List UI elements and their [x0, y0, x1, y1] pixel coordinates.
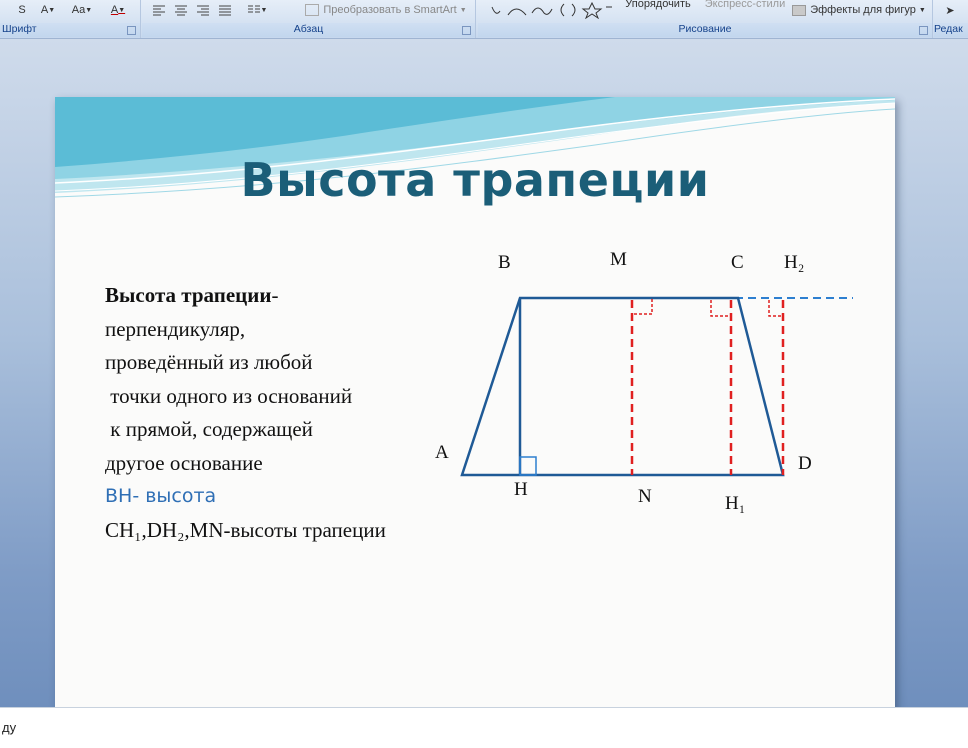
- bh-height-line: BH- высота: [105, 485, 217, 507]
- quick-styles-button[interactable]: Экспресс-стили: [704, 0, 786, 10]
- chevron-down-icon: ▼: [85, 6, 93, 14]
- slide-workspace[interactable]: [0, 39, 968, 707]
- label-c: C: [731, 252, 744, 273]
- slide-title[interactable]: Высота трапеции: [240, 153, 710, 207]
- align-left-icon: [152, 4, 166, 16]
- columns-icon: [247, 4, 261, 16]
- label-h: H: [514, 479, 528, 500]
- ribbon-group-paragraph: [142, 0, 476, 38]
- chevron-down-icon: ▼: [260, 6, 268, 14]
- label-h1: H₁: [725, 493, 746, 514]
- align-center-icon: [174, 4, 188, 16]
- shape-effects-button[interactable]: Эффекты для фигур ▼: [790, 0, 928, 20]
- chevron-down-icon: ▼: [918, 6, 926, 14]
- shadow-button[interactable]: S: [18, 4, 26, 16]
- label-d: D: [798, 453, 812, 474]
- font-color-button[interactable]: A ▼: [110, 4, 126, 16]
- justify-button[interactable]: [216, 0, 234, 20]
- label-h2: H₂: [784, 252, 805, 273]
- convert-smartart-button[interactable]: Преобразовать в SmartArt ▼: [298, 0, 474, 20]
- ribbon-group-drawing: [478, 0, 933, 38]
- right-angle-mark-m: [634, 298, 652, 314]
- definition-line: перпендикуляр,: [105, 316, 246, 341]
- shapes-gallery-icon: [484, 1, 612, 19]
- definition-line: проведённый из любой: [105, 350, 313, 374]
- label-a: A: [435, 442, 449, 463]
- definition-term: Высота трапеции: [105, 283, 272, 307]
- group-label-editing: Редак: [934, 23, 968, 37]
- justify-icon: [218, 4, 232, 16]
- align-right-icon: [196, 4, 210, 16]
- ribbon-group-font: [0, 0, 141, 38]
- char-spacing-button[interactable]: A ▼: [40, 4, 56, 16]
- change-case-button[interactable]: Aa ▼: [71, 4, 93, 16]
- definition-dash: -: [271, 283, 279, 307]
- definition-line: точки одного из оснований: [105, 383, 353, 408]
- slide[interactable]: [55, 97, 895, 729]
- ribbon-group-editing: [934, 0, 968, 38]
- columns-button[interactable]: [242, 0, 272, 20]
- drawing-dialog-launcher-icon[interactable]: [919, 26, 928, 35]
- shapes-gallery[interactable]: [482, 0, 614, 20]
- trapezoid-abcd: [462, 298, 783, 475]
- paragraph-dialog-launcher-icon[interactable]: [462, 26, 471, 35]
- definition-text-box[interactable]: [105, 279, 435, 547]
- label-n: N: [638, 486, 652, 507]
- label-m: M: [610, 249, 627, 270]
- definition-first-line: [105, 279, 435, 313]
- notes-pane[interactable]: [0, 707, 968, 748]
- align-left-button[interactable]: [150, 0, 168, 20]
- group-label-drawing: Рисование: [478, 23, 932, 37]
- right-angle-mark-h2: [769, 300, 781, 316]
- shape-effects-icon: [792, 5, 806, 16]
- definition-line: другое основание: [105, 450, 263, 475]
- select-button[interactable]: [940, 0, 960, 20]
- trapezoid-diagram: [425, 237, 895, 537]
- chevron-down-icon: ▼: [459, 6, 467, 14]
- definition-line: к прямой, содержащей: [105, 417, 313, 441]
- notes-text: ду: [2, 720, 17, 735]
- cursor-icon: ➤: [945, 4, 955, 17]
- smartart-icon: [305, 4, 319, 16]
- font-dialog-launcher-icon[interactable]: [127, 26, 136, 35]
- right-angle-mark-c: [711, 300, 729, 316]
- chevron-down-icon: ▼: [48, 6, 56, 14]
- right-angle-mark-h: [520, 457, 536, 475]
- group-label-paragraph: Абзац: [142, 23, 475, 37]
- arrange-button[interactable]: Упорядочить: [625, 0, 691, 10]
- chevron-down-icon: ▼: [118, 6, 126, 14]
- align-right-button[interactable]: [194, 0, 212, 20]
- align-center-button[interactable]: [172, 0, 190, 20]
- heights-list-line: CH₁,DH₂,MN-высоты трапеции: [105, 517, 386, 542]
- ribbon: [0, 0, 968, 39]
- group-label-font: Шрифт: [0, 23, 140, 37]
- label-b: B: [498, 252, 511, 273]
